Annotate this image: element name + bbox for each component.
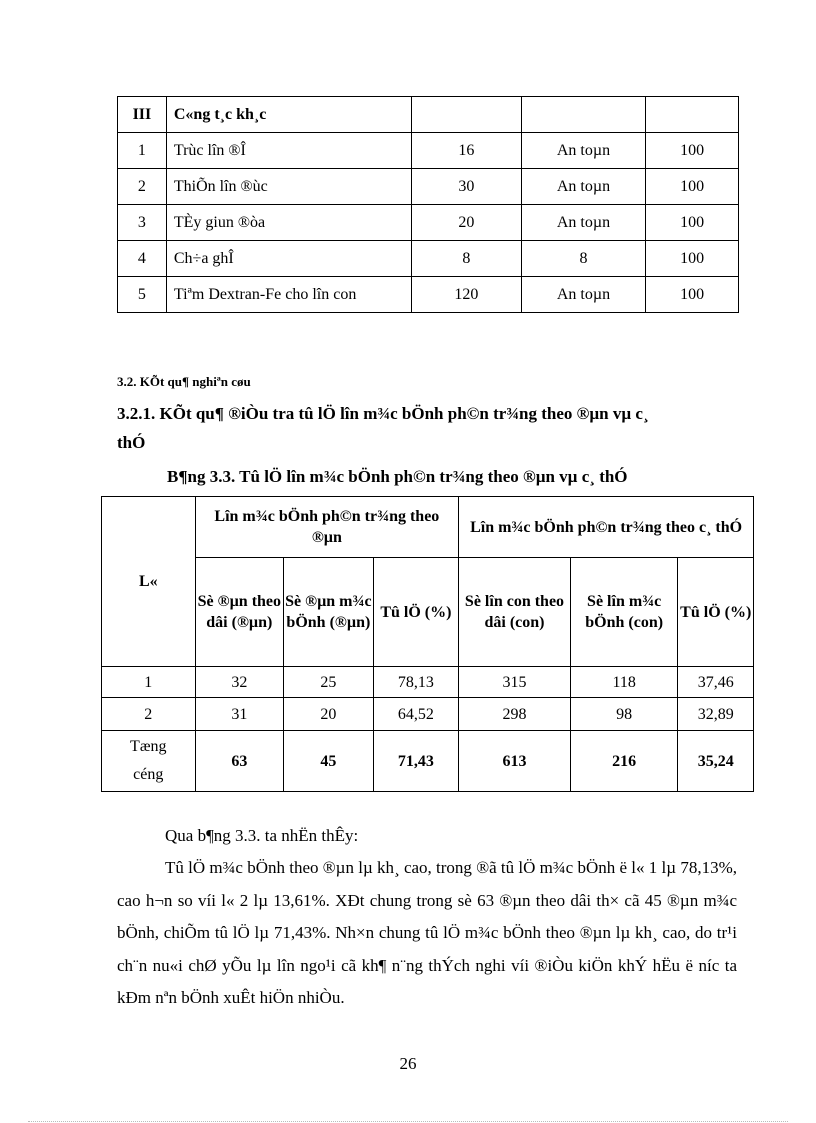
body-paragraph: Tû lÖ m¾c bÖnh theo ®µn lµ kh¸ cao, trong ®ã tû lÖ m¾c bÖnh ë l« 1 lµ 78,13%, cao h¬n so víi l« 2 lµ 13,61%. XÐt chung trong sè 63 ®µn theo dâi th× cã 45 ®µn m¾c bÖnh, chiÕm tû lÖ lµ 71,43%. Nh×n chung tû lÖ m¾c bÖnh theo ®µn lµ kh¸ cao, do tr¹i ch¨n nu«i chØ yÕu lµ lîn ngo¹i cã kh¶ n¨ng thÝch nghi víi ®iÒu kiÖn khÝ hËu ë níc ta kÐm nªn bÖnh xuÊt hiÖn nhiÒu. — [117, 858, 737, 1007]
page-number: 26 — [399, 1054, 417, 1073]
column-header: Sè ®µn theo dâi (®µn) — [195, 558, 284, 667]
group-header-individual: Lîn m¾c bÖnh ph©n tr¾ng theo c¸ thÓ — [459, 497, 754, 558]
task-name: Trùc lîn ®Î — [166, 133, 411, 169]
total-cell: 63 — [195, 731, 284, 792]
task-rate: 100 — [646, 277, 739, 313]
lo-cell: 1 — [102, 667, 196, 698]
table-header-row — [102, 497, 754, 558]
lo-cell: 2 — [102, 698, 196, 731]
total-cell: 613 — [459, 731, 571, 792]
column-header-lo: L« — [102, 497, 196, 667]
task-result: An toµn — [521, 205, 646, 241]
table-cell: 98 — [570, 698, 678, 731]
task-name: Ch÷a ghÎ — [166, 241, 411, 277]
task-result: An toµn — [521, 133, 646, 169]
row-number: 4 — [118, 241, 167, 277]
page-bottom-divider — [28, 1121, 788, 1122]
table-cell: 32,89 — [678, 698, 754, 731]
table-cell: 78,13 — [373, 667, 459, 698]
table-cell: 20 — [284, 698, 374, 731]
subsection-heading: 3.2.1. KÕt qu¶ ®iÒu tra tû lÖ lîn m¾c bÖnh ph©n tr¾ng theo ®µn vµ c¸ — [117, 404, 649, 423]
group-header-herd: Lîn m¾c bÖnh ph©n tr¾ng theo ®µn — [195, 497, 459, 558]
total-cell: 45 — [284, 731, 374, 792]
total-cell: 216 — [570, 731, 678, 792]
task-result: An toµn — [521, 169, 646, 205]
table-cell — [646, 97, 739, 133]
table-caption: B¶ng 3.3. Tû lÖ lîn m¾c bÖnh ph©n tr¾ng theo ®µn vµ c¸ thÓ — [167, 467, 628, 486]
table-row — [118, 277, 739, 313]
task-count: 8 — [412, 241, 522, 277]
table-cell: 32 — [195, 667, 284, 698]
table-cell: 118 — [570, 667, 678, 698]
table-row — [102, 698, 754, 731]
column-header: Sè ®µn m¾c bÖnh (®µn) — [284, 558, 374, 667]
column-header: Sè lîn m¾c bÖnh (con) — [570, 558, 678, 667]
section-number: III — [118, 97, 167, 133]
table-row — [118, 205, 739, 241]
section-title: C«ng t¸c kh¸c — [166, 97, 411, 133]
task-name: TÈy giun ®òa — [166, 205, 411, 241]
table-cell — [412, 97, 522, 133]
row-number: 5 — [118, 277, 167, 313]
task-count: 20 — [412, 205, 522, 241]
table-cell — [521, 97, 646, 133]
table-cell: 64,52 — [373, 698, 459, 731]
table-row — [118, 133, 739, 169]
row-number: 1 — [118, 133, 167, 169]
task-count: 16 — [412, 133, 522, 169]
table-cell: 31 — [195, 698, 284, 731]
task-rate: 100 — [646, 205, 739, 241]
subsection-heading-continued: thÓ — [117, 433, 146, 452]
table-cell: 298 — [459, 698, 571, 731]
total-label: Tæng céng — [102, 731, 196, 792]
table-row — [118, 241, 739, 277]
table-total-row — [102, 731, 754, 792]
row-number: 3 — [118, 205, 167, 241]
task-rate: 100 — [646, 169, 739, 205]
table-cell: 315 — [459, 667, 571, 698]
task-name: ThiÕn lîn ®ùc — [166, 169, 411, 205]
table-header-row — [102, 558, 754, 667]
task-result: An toµn — [521, 277, 646, 313]
total-cell: 35,24 — [678, 731, 754, 792]
intro-line: Qua b¶ng 3.3. ta nhËn thÊy: — [165, 826, 359, 845]
total-cell: 71,43 — [373, 731, 459, 792]
table-row — [102, 667, 754, 698]
column-header: Tû lÖ (%) — [373, 558, 459, 667]
task-rate: 100 — [646, 241, 739, 277]
disease-rate-table — [101, 496, 754, 792]
task-name: Tiªm Dextran-Fe cho lîn con — [166, 277, 411, 313]
column-header: Tû lÖ (%) — [678, 558, 754, 667]
task-count: 120 — [412, 277, 522, 313]
task-count: 30 — [412, 169, 522, 205]
task-result: 8 — [521, 241, 646, 277]
task-rate: 100 — [646, 133, 739, 169]
table-row — [118, 169, 739, 205]
column-header: Sè lîn con theo dâi (con) — [459, 558, 571, 667]
section-heading: 3.2. KÕt qu¶ nghiªn cøu — [117, 374, 251, 389]
work-table — [117, 96, 739, 313]
table-header-row — [118, 97, 739, 133]
table-cell: 25 — [284, 667, 374, 698]
row-number: 2 — [118, 169, 167, 205]
table-cell: 37,46 — [678, 667, 754, 698]
